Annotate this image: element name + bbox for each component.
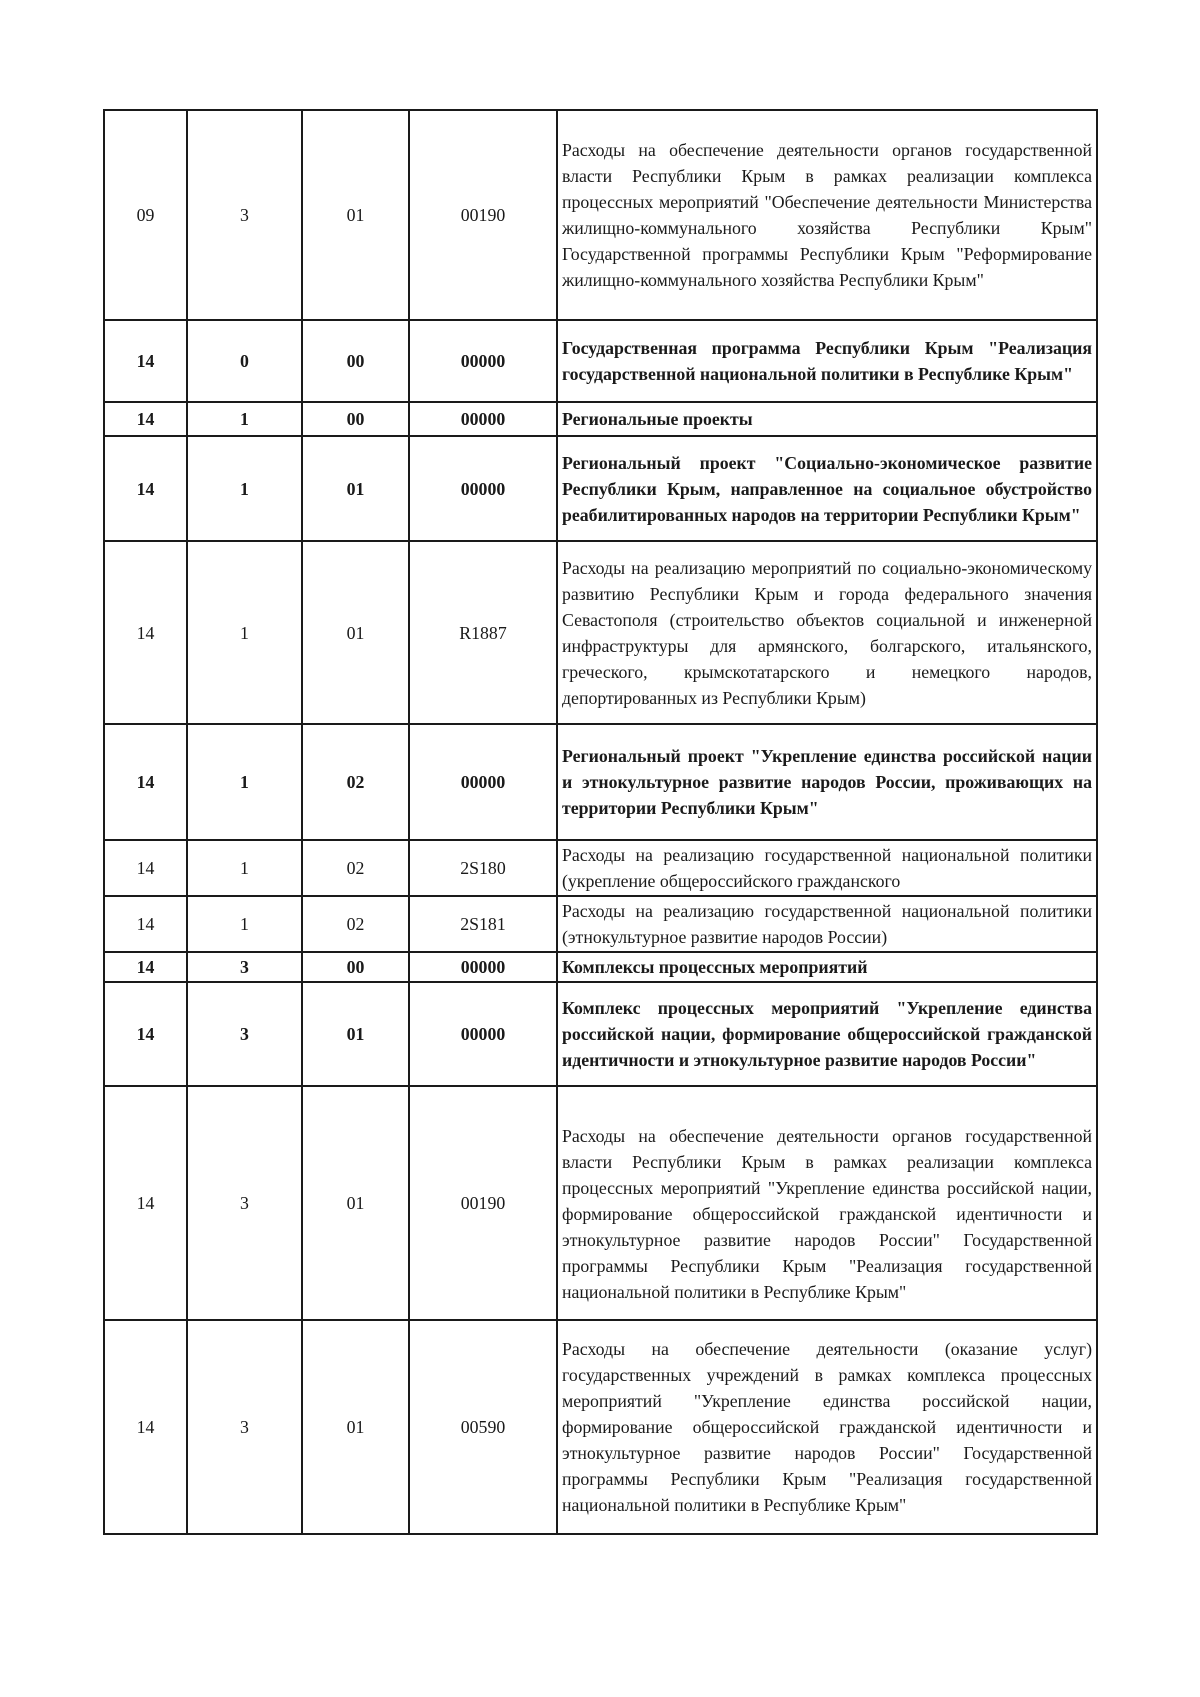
expense-code-cell: 00000	[409, 402, 557, 436]
table-row	[104, 436, 1097, 541]
description-cell: Расходы на реализацию государственной национальной политики (этнокультурное развитие народов России)	[557, 896, 1097, 952]
description-cell: Комплекс процессных мероприятий "Укрепление единства российской нации, формирование общероссийской гражданской идентичности и этнокультурное развитие народов России"	[557, 982, 1097, 1086]
table-row	[104, 952, 1097, 982]
subprogram-code-cell: 3	[187, 982, 302, 1086]
expense-code-cell: 00000	[409, 436, 557, 541]
table-row	[104, 982, 1097, 1086]
program-code-cell: 14	[104, 840, 187, 896]
expense-code-cell: 00190	[409, 1086, 557, 1320]
program-code-cell: 14	[104, 541, 187, 724]
program-code-cell: 14	[104, 896, 187, 952]
subprogram-code-cell: 0	[187, 320, 302, 402]
program-code-cell: 14	[104, 1320, 187, 1534]
table-row	[104, 1086, 1097, 1320]
expense-code-cell: 00590	[409, 1320, 557, 1534]
budget-classification-table	[103, 109, 1098, 1535]
table-row	[104, 896, 1097, 952]
expense-code-cell: 00000	[409, 724, 557, 840]
description-cell: Расходы на реализацию мероприятий по социально-экономическому развитию Республики Крым и города федерального значения Севастополя (строительство объектов социальной и инженерной инфраструктуры для армянского, болгарского, итальянского, греческого, крымскотатарского и немецкого народов, депортированных из Республики Крым)	[557, 541, 1097, 724]
program-code-cell: 14	[104, 952, 187, 982]
event-code-cell: 00	[302, 320, 409, 402]
description-cell: Расходы на обеспечение деятельности органов государственной власти Республики Крым в рамках реализации комплекса процессных мероприятий "Обеспечение деятельности Министерства жилищно-коммунального хозяйства Республики Крым" Государственной программы Республики Крым "Реформирование жилищно-коммунального хозяйства Республики Крым"	[557, 110, 1097, 320]
program-code-cell: 14	[104, 320, 187, 402]
subprogram-code-cell: 1	[187, 840, 302, 896]
event-code-cell: 01	[302, 1086, 409, 1320]
subprogram-code-cell: 3	[187, 110, 302, 320]
expense-code-cell: 00000	[409, 952, 557, 982]
description-cell: Расходы на обеспечение деятельности (оказание услуг) государственных учреждений в рамках комплекса процессных мероприятий "Укрепление единства российской нации, формирование общероссийской гражданской идентичности и этнокультурное развитие народов России" Государственной программы Республики Крым "Реализация государственной национальной политики в Республике Крым"	[557, 1320, 1097, 1534]
subprogram-code-cell: 1	[187, 402, 302, 436]
expense-code-cell: 2S181	[409, 896, 557, 952]
table-row	[104, 402, 1097, 436]
description-cell: Региональный проект "Укрепление единства российской нации и этнокультурное развитие народов России, проживающих на территории Республики Крым"	[557, 724, 1097, 840]
table-row	[104, 320, 1097, 402]
subprogram-code-cell: 3	[187, 1320, 302, 1534]
table-row	[104, 541, 1097, 724]
table-row	[104, 1320, 1097, 1534]
subprogram-code-cell: 3	[187, 1086, 302, 1320]
program-code-cell: 09	[104, 110, 187, 320]
expense-code-cell: 00000	[409, 320, 557, 402]
program-code-cell: 14	[104, 724, 187, 840]
program-code-cell: 14	[104, 402, 187, 436]
event-code-cell: 01	[302, 436, 409, 541]
expense-code-cell: 2S180	[409, 840, 557, 896]
program-code-cell: 14	[104, 982, 187, 1086]
expense-code-cell: R1887	[409, 541, 557, 724]
expense-code-cell: 00000	[409, 982, 557, 1086]
event-code-cell: 00	[302, 402, 409, 436]
event-code-cell: 02	[302, 840, 409, 896]
description-cell: Расходы на реализацию государственной национальной политики (укрепление общероссийского гражданского	[557, 840, 1097, 896]
table-row	[104, 110, 1097, 320]
event-code-cell: 01	[302, 982, 409, 1086]
description-cell: Региональные проекты	[557, 402, 1097, 436]
description-cell: Расходы на обеспечение деятельности органов государственной власти Республики Крым в рамках реализации комплекса процессных мероприятий "Укрепление единства российской нации, формирование общероссийской гражданской идентичности и этнокультурное развитие народов России" Государственной программы Республики Крым "Реализация государственной национальной политики в Республике Крым"	[557, 1086, 1097, 1320]
expense-code-cell: 00190	[409, 110, 557, 320]
description-cell: Комплексы процессных мероприятий	[557, 952, 1097, 982]
event-code-cell: 01	[302, 1320, 409, 1534]
subprogram-code-cell: 1	[187, 724, 302, 840]
table-row	[104, 840, 1097, 896]
subprogram-code-cell: 1	[187, 541, 302, 724]
description-cell: Региональный проект "Социально-экономическое развитие Республики Крым, направленное на социальное обустройство реабилитированных народов на территории Республики Крым"	[557, 436, 1097, 541]
event-code-cell: 02	[302, 896, 409, 952]
subprogram-code-cell: 1	[187, 436, 302, 541]
event-code-cell: 00	[302, 952, 409, 982]
program-code-cell: 14	[104, 1086, 187, 1320]
event-code-cell: 02	[302, 724, 409, 840]
event-code-cell: 01	[302, 110, 409, 320]
event-code-cell: 01	[302, 541, 409, 724]
table-row	[104, 724, 1097, 840]
description-cell: Государственная программа Республики Крым "Реализация государственной национальной политики в Республике Крым"	[557, 320, 1097, 402]
subprogram-code-cell: 1	[187, 896, 302, 952]
subprogram-code-cell: 3	[187, 952, 302, 982]
program-code-cell: 14	[104, 436, 187, 541]
